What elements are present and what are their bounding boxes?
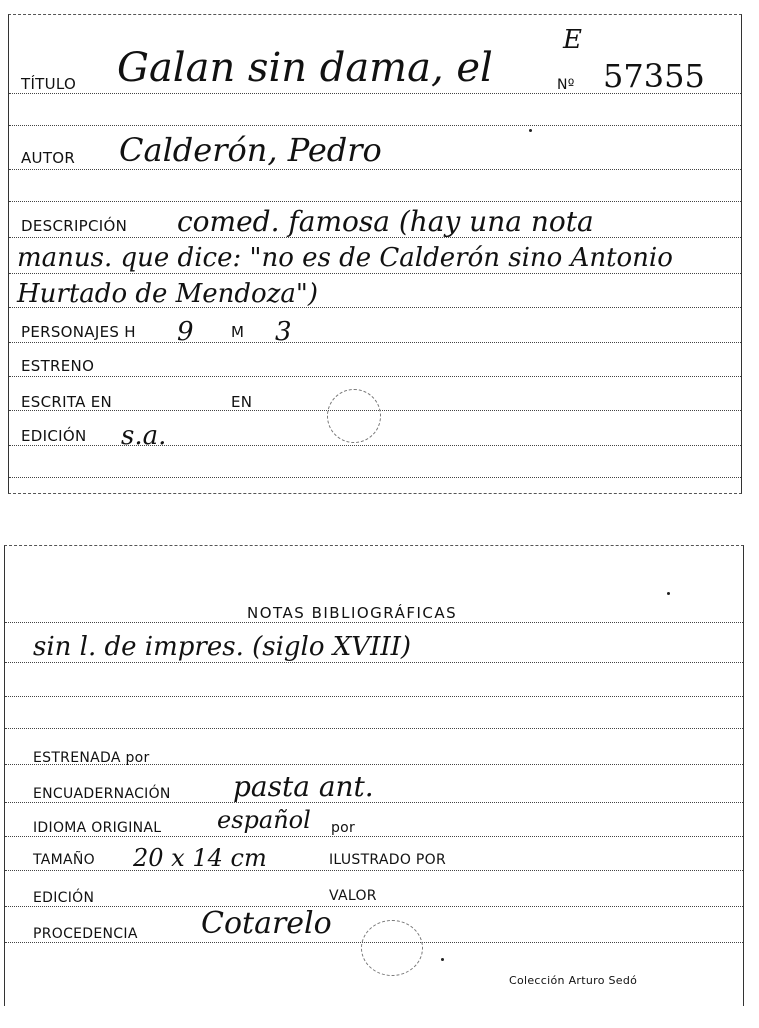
punch-hole-back xyxy=(361,920,423,976)
value-titulo: Galan sin dama, el xyxy=(117,45,493,91)
label-titulo: TÍTULO xyxy=(21,75,77,93)
label-tamano: TAMAÑO xyxy=(33,852,95,868)
rule-spacer-1 xyxy=(9,125,741,126)
label-edicion: EDICIÓN xyxy=(21,427,87,445)
label-edicion-back: EDICIÓN xyxy=(33,890,95,906)
label-en: EN xyxy=(231,393,253,411)
label-personajes: PERSONAJES H xyxy=(21,323,136,341)
rule-desc-line-2 xyxy=(9,273,741,274)
rule-notas-1 xyxy=(5,662,743,663)
rule-bottom xyxy=(9,477,741,478)
value-no: 57355 xyxy=(603,57,705,95)
label-autor: AUTOR xyxy=(21,149,76,167)
rule-notas-title xyxy=(5,622,743,623)
value-encuadernacion: pasta ant. xyxy=(233,770,374,803)
notas-title: NOTAS BIBLIOGRÁFICAS xyxy=(247,604,458,622)
footer-coleccion: Colección Arturo Sedó xyxy=(509,974,638,987)
label-m: M xyxy=(231,323,245,341)
label-procedencia: PROCEDENCIA xyxy=(33,926,138,942)
label-estreno: ESTRENO xyxy=(21,357,95,375)
rule-edicion xyxy=(9,445,741,446)
label-idioma: IDIOMA ORIGINAL xyxy=(33,820,162,836)
value-desc-line-2: manus. que dice: "no es de Calderón sino Antonio xyxy=(17,243,673,273)
value-tamano: 20 x 14 cm xyxy=(133,844,267,872)
rule-notas-2 xyxy=(5,696,743,697)
ink-dot xyxy=(529,129,532,132)
rule-notas-3 xyxy=(5,728,743,729)
value-no-prefix: E xyxy=(563,25,582,55)
ink-dot-back xyxy=(667,592,670,595)
value-personajes-m: 3 xyxy=(275,317,292,347)
value-edicion: s.a. xyxy=(121,421,167,451)
rule-idioma xyxy=(5,836,743,837)
value-notas-line-1: sin l. de impres. (siglo XVIII) xyxy=(33,632,412,662)
catalog-card-front xyxy=(8,14,742,494)
rule-encuadernacion xyxy=(5,802,743,803)
value-desc-line-1: comed. famosa (hay una nota xyxy=(177,205,594,238)
label-encuadernacion: ENCUADERNACIÓN xyxy=(33,786,171,802)
ink-dot-back-2 xyxy=(441,958,444,961)
label-descripcion: DESCRIPCIÓN xyxy=(21,217,128,235)
value-personajes-h: 9 xyxy=(177,317,194,347)
label-ilustrado: ILUSTRADO POR xyxy=(329,852,446,868)
catalog-card-back xyxy=(4,545,744,1006)
rule-tamano xyxy=(5,870,743,871)
value-procedencia: Cotarelo xyxy=(201,906,332,941)
rule-spacer-2 xyxy=(9,201,741,202)
label-estrenada: ESTRENADA por xyxy=(33,750,150,766)
label-valor: VALOR xyxy=(329,888,377,904)
rule-autor xyxy=(9,169,741,170)
label-no: Nº xyxy=(557,77,575,93)
value-desc-line-3: Hurtado de Mendoza") xyxy=(17,279,319,309)
value-autor: Calderón, Pedro xyxy=(119,131,382,169)
punch-hole xyxy=(327,389,381,443)
value-idioma: español xyxy=(217,806,311,834)
rule-edicion-back xyxy=(5,906,743,907)
label-escrita: ESCRITA EN xyxy=(21,393,113,411)
label-por: por xyxy=(331,820,356,836)
rule-personajes xyxy=(9,342,741,343)
rule-estreno xyxy=(9,376,741,377)
